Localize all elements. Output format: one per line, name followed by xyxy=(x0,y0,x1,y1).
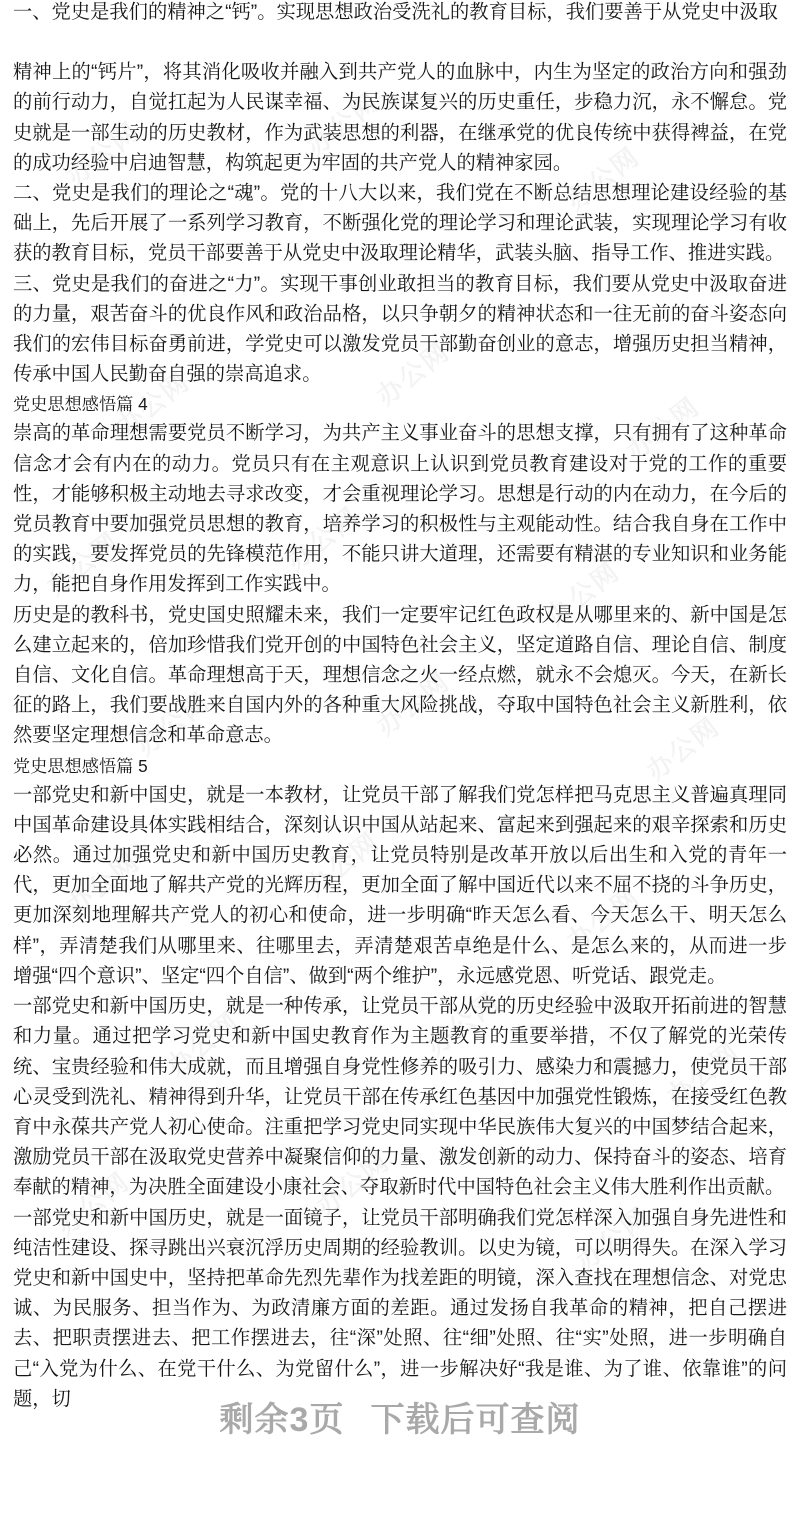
remaining-pages-label: 剩余3页 xyxy=(219,1401,345,1439)
remaining-pages-notice xyxy=(0,1392,800,1441)
paragraph-theory-soul: 二、党史是我们的理论之“魂”。党的十八大以来，我们党在不断总结思想理论建设经验的基础上，先后开展了一系列学习教育，不断强化党的理论学习和理论武装，实现理论学习有收获的教育目标，党员干部要善于从党史中汲取理论精华，武装头脑、指导工作、推进实践。 xyxy=(13,183,787,265)
section-heading-part-4: 党史思想感悟篇 4 xyxy=(13,394,148,415)
paragraph-history-as-inheritance: 一部党史和新中国历史，就是一种传承，让党员干部从党的历史经验中汲取开拓前进的智慧和力量。通过把学习党史和新中国史教育作为主题教育的重要举措，不仅了解党的光荣传统、宝贵经验和伟大成就，而且增强自身党性修养的吸引力、感染力和震撼力，使党员干部心灵受到洗礼、精神得到升华，让党员干部在传承红色基因中加强党性锻炼，在接受红色教育中永葆共产党人初心使命。注重把学习党史同实现中华民族伟大复兴的中国梦结合起来，激励党员干部在汲取党史营养中凝聚信仰的力量、激发创新的动力、保持奋斗的姿态、培育奉献的精神，为决胜全面建设小康社会、夺取新时代中国特色社会主义伟大胜利作出贡献。 xyxy=(13,996,787,1199)
paragraph-history-as-mirror: 一部党史和新中国历史，就是一面镜子，让党员干部明确我们党怎样深入加强自身先进性和纯洁性建设、探寻跳出兴衰沉浮历史周期的经验教训。以史为镜，可以明得失。在深入学习党史和新中国史中，坚持把革命先烈先辈作为找差距的明镜，深入查找在理想信念、对党忠诚、为民服务、担当作为、为政清廉方面的差距。通过发扬自我革命的精神，把自己摆进去、把职责摆进去、把工作摆进去，往“深”处照、往“细”处照、往“实”处照，进一步明确自己“入党为什么、在党干什么、为党留什么”，进一步解决好“我是谁、为了谁、依靠谁”的问题，切 xyxy=(13,1207,787,1410)
download-hint-label: 下载后可查阅 xyxy=(370,1401,581,1439)
paragraph-history-textbook: 历史是的教科书，党史国史照耀未来，我们一定要牢记红色政权是从哪里来的、新中国是怎么建立起来的，倍加珍惜我们党开创的中国特色社会主义，坚定道路自信、理论自信、制度自信、文化自信。革命理想高于天，理想信念之火一经点燃，就永不会熄灭。今天，在新长征的路上，我们要战胜来自国内外的各种重大风险挑战，夺取中国特色社会主义新胜利，依然要坚定理想信念和革命意志。 xyxy=(13,604,787,747)
paragraph-revolutionary-ideals: 崇高的革命理想需要党员不断学习，为共产主义事业奋斗的思想支撑，只有拥有了这种革命信念才会有内在的动力。党员只有在主观意识上认识到党员教育建设对于党的工作的重要性，才能够积极主动地去寻求改变，才会重视理论学习。思想是行动的内在动力，在今后的党员教育中要加强党员思想的教育，培养学习的积极性与主观能动性。结合我自身在工作中的实践，要发挥党员的先锋模范作用，不能只讲大道理，还需要有精湛的专业知识和业务能力，能把自身作用发挥到工作实践中。 xyxy=(13,423,787,596)
paragraph-history-as-teaching-material: 一部党史和新中国史，就是一本教材，让党员干部了解我们党怎样把马克思主义普遍真理同中国革命建设具体实践相结合，深刻认识中国从站起来、富起来到强起来的艰辛探索和历史必然。通过加强党史和新中国历史教育，让党员特别是改革开放以后出生和入党的青年一代，更加全面地了解共产党的光辉历程，更加全面了解中国近代以来不屈不挠的斗争历史，更加深刻地理解共产党人的初心和使命，进一步明确“昨天怎么看、今天怎么干、明天怎么样”，弄清楚我们从哪里来、往哪里去，弄清楚艰苦卓绝是什么、是怎么来的，从而进一步增强“四个意识”、坚定“四个自信”、做到“两个维护”，永远感党恩、听党话、跟党走。 xyxy=(13,784,787,987)
paragraph-striving-power: 三、党史是我们的奋进之“力”。实现干事创业敢担当的教育目标，我们要从党史中汲取奋进的力量，艰苦奋斗的优良作风和政治品格，以只争朝夕的精神状态和一往无前的奋斗姿态向我们的宏伟目标奋勇前进，学党史可以激发党员干部勤奋创业的意志，增强历史担当精神，传承中国人民勤奋自强的崇高追求。 xyxy=(13,273,787,386)
paragraph-heading-one: 一、党史是我们的精神之“钙”。实现思想政治受洗礼的教育目标，我们要善于从党史中汲取 xyxy=(13,2,778,23)
paragraph-spirit-calcium: 精神上的“钙片”，将其消化吸收并融入到共产党人的血脉中，内生为坚定的政治方向和强劲的前行动力，自觉扛起为人民谋幸福、为民族谋复兴的历史重任，步稳力沉，永不懈怠。党史就是一部生动的历史教材，作为武装思想的利器，在继承党的优良传统中获得裨益，在党的成功经验中启迪智慧，构筑起更为牢固的共产党人的精神家园。 xyxy=(13,62,787,174)
section-heading-part-5: 党史思想感悟篇 5 xyxy=(13,755,148,776)
